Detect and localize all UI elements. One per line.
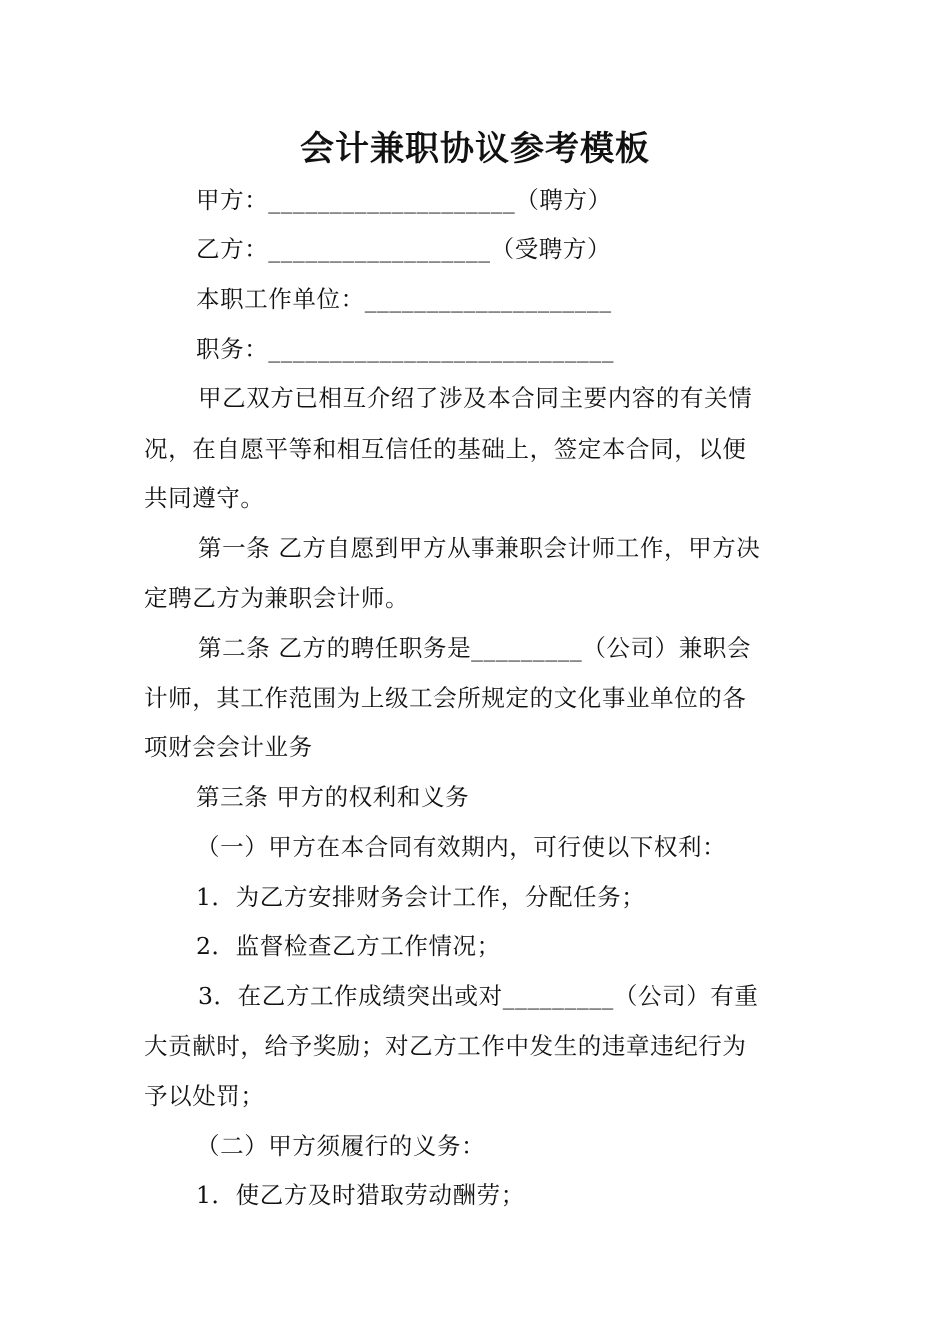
article-1-line-2: 定聘乙方为兼职会计师。	[144, 584, 410, 612]
right-item-3-line-3: 予以处罚；	[144, 1082, 265, 1110]
right-item-3-line-2: 大贡献时，给予奖励；对乙方工作中发生的违章违纪行为	[144, 1032, 747, 1060]
party-a-field: 甲方：____________________（聘方）	[196, 186, 612, 214]
article-2-line-1: 第二条 乙方的聘任职务是_________（公司）兼职会	[198, 634, 752, 662]
right-item-3-line-1: 3．在乙方工作成绩突出或对_________（公司）有重	[198, 982, 759, 1010]
duty-item-1: 1．使乙方及时猎取劳动酬劳；	[196, 1181, 525, 1209]
position-field: 职务：____________________________	[196, 335, 615, 363]
intro-line-3: 共同遵守。	[144, 484, 265, 512]
party-b-field: 乙方：__________________（受聘方）	[196, 235, 612, 263]
right-item-1: 1．为乙方安排财务会计工作，分配任务；	[196, 883, 646, 911]
article-2-line-3: 项财会会计业务	[144, 733, 313, 761]
intro-line-2: 况，在自愿平等和相互信任的基础上，签定本合同，以便	[144, 435, 747, 463]
rights-heading: （一）甲方在本合同有效期内，可行使以下权利：	[196, 833, 727, 861]
document-title: 会计兼职协议参考模板	[300, 129, 650, 169]
duties-heading: （二）甲方须履行的义务：	[196, 1132, 486, 1160]
intro-line-1: 甲乙双方已相互介绍了涉及本合同主要内容的有关情	[198, 384, 753, 412]
right-item-2: 2．监督检查乙方工作情况；	[196, 932, 501, 960]
article-1-line-1: 第一条 乙方自愿到甲方从事兼职会计师工作，甲方决	[198, 534, 761, 562]
article-3-heading: 第三条 甲方的权利和义务	[196, 783, 470, 811]
article-2-line-2: 计师，其工作范围为上级工会所规定的文化事业单位的各	[144, 684, 747, 712]
workplace-field: 本职工作单位：____________________	[196, 285, 612, 313]
